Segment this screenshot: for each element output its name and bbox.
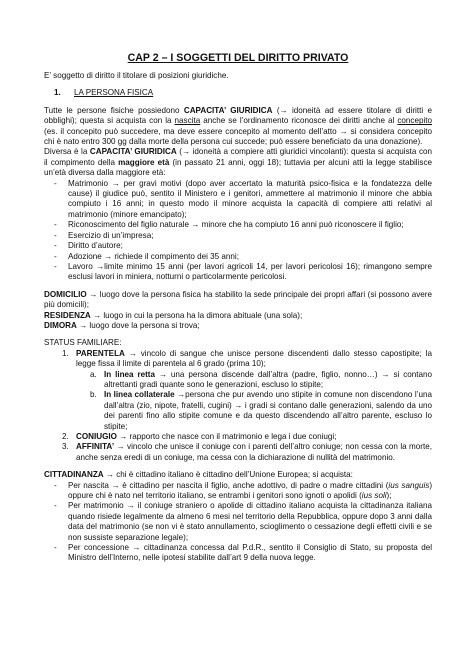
text-span: → rapporto che nasce con il matrimonio e lega i due coniugi; (116, 432, 337, 441)
list-item: - Lavoro →limite minimo 15 anni (per lavori agricoli 14, per lavori pericolosi 16); rimangono sempre esclusi lavori in miniera, notturni o particolarmente pericolosi. (54, 262, 432, 283)
text-span: (es. il concepito può succedere, ma deve essere concepito al momento dell’atto → si considera concepito chi è nato entro 300 gg dalla morte della persona cui succede; può essere beneficiato da una donazione). (44, 126, 432, 147)
text-span: ) oppure chi è nato nel territorio italiano, se entrambi i genitori sono ignoti o apolidi ( (68, 480, 433, 501)
text-span: → chi è cittadino italiano è cittadino dell’Unione Europea; si acquista: (103, 470, 353, 480)
intro-paragraph: E’ soggetto di diritto il titolare di posizioni giuridiche. (44, 71, 229, 80)
capacita-agire-paragraph (44, 147, 432, 178)
item-number: 3. (62, 442, 69, 452)
latin-term: ius sanguis (388, 480, 430, 490)
text-span: Tutte le persone fisiche possiedono (44, 105, 184, 115)
text-span: anche se l’ordinamento riconosce dei diritti anche al (200, 116, 398, 126)
list-item: - Per concessione → cittadinanza concessa dal P.d.R., sentito il Consiglio di Stato, su proposta del Ministro dell’Interno, nelle ipotesi stabilite dall’art 9 della nuova legge. (54, 543, 432, 564)
section-title: LA PERSONA FISICA (74, 88, 154, 98)
section-heading-persona-fisica (44, 88, 432, 98)
status-item-affinita (62, 442, 432, 463)
term-domicilio: DOMICILIO (44, 289, 87, 299)
domicilio-paragraph (44, 290, 432, 311)
text-span: Per nascita → è cittadino per nascita il figlio, anche adottivo, di padre o madre cittadini ( (68, 480, 389, 490)
list-item (54, 481, 432, 502)
eta-list (44, 179, 432, 283)
text-span: → luogo in cui la persona ha la dimora abituale (una sola); (90, 310, 303, 320)
capacita-giuridica-paragraph (44, 106, 432, 148)
sub-item (90, 370, 432, 391)
underlined-term: nascita (174, 116, 201, 126)
term-cittadinanza: CITTADINANZA (44, 470, 104, 480)
dimora-paragraph (44, 321, 432, 331)
text-span: (→ idoneità a compiere atti giuridici vincolanti): questa si acquista con il compimento della (44, 147, 432, 167)
item-letter: a. (90, 369, 97, 379)
page-title: CAP 2 – I SOGGETTI DEL DIRITTO PRIVATO (127, 52, 349, 64)
text-span: → vincolo che unisce il coniuge con i parenti dell’altro coniuge; non cessa con la morte, anche senza eredi di un coniuge, ma cessa con la dichiarazione di nullità del matrimonio. (76, 442, 432, 462)
list-item: - Diritto d’autore; (54, 241, 432, 251)
term-residenza: RESIDENZA (44, 310, 91, 320)
term-linea-retta: In linea retta (104, 369, 156, 379)
text-span: → una persona discende dall’altra (padre, figlio, nonno…) → si contano altrettanti gradi quante sono le generazioni, escluso lo stipite; (104, 369, 433, 389)
term-dimora: DIMORA (44, 320, 77, 330)
text-span: → luogo dove la persona fisica ha stabilito la sede principale dei propri affari (si possono avere più domicili); (44, 289, 432, 310)
item-number: 2. (62, 432, 69, 441)
text-span: Diversa è la (44, 147, 90, 157)
cittadinanza-list (44, 481, 432, 564)
text-span: (→ idoneità ad essere titolare di diritti e obblighi); questa si acquista con la (44, 105, 432, 126)
term-parentela: PARENTELA (76, 348, 125, 358)
list-item: - Matrimonio → per gravi motivi (dopo aver accertato la maturità psico-fisica e la fondatezza delle cause) il giudice può, sentito il Ministero e i genitori, ammettere al matrimonio il minore che abbia compiuto i 16 anni; in questo modo il minore acquista la capacità di compiere atti relativi al matrimonio (minore emancipato); (54, 179, 432, 221)
text-span: (in passato 21 anni, oggi 18); tuttavia per alcuni atti la legge stabilisce un’età diversa dalla maggiore età: (44, 157, 432, 178)
term-maggiore-eta: maggiore età (118, 157, 170, 167)
term-affinita: AFFINITA’ (76, 442, 115, 452)
status-heading: STATUS FAMILIARE: (44, 338, 122, 348)
status-item-parentela (62, 349, 432, 432)
text-span: → vincolo di sangue che unisce persone discendenti dallo stesso capostipite; la legge fissa il limite di parentela al 6 grado (prima 10); (76, 348, 432, 369)
item-number: 1. (62, 348, 69, 358)
underlined-term: concepito (397, 116, 433, 126)
text-span: → luogo dove la persona si trova; (76, 320, 200, 330)
latin-term: ius soli (361, 491, 387, 501)
term-coniugio: CONIUGIO (76, 432, 117, 441)
sub-item (90, 390, 432, 432)
term-linea-collaterale: In linea collaterale (104, 390, 175, 400)
status-list (44, 349, 432, 463)
status-item-coniugio (62, 432, 432, 442)
parentela-sublist (76, 370, 432, 432)
list-item: - Adozione → richiede il compimento dei 35 anni; (54, 252, 432, 262)
list-item: - Esercizio di un’impresa; (54, 231, 432, 241)
text-span: →persona che pur avendo uno stipite in comune non discendono l’una dall’altra (zio, nipote, fratelli, cugini) → i gradi si contano dalle generazioni, salendo da uno dei parenti fino allo stipite comune e da questo discendendo all’altro parente, escluso lo stipite; (104, 390, 432, 431)
item-letter: b. (90, 390, 97, 400)
cittadinanza-paragraph (44, 470, 432, 480)
text-span: ); (386, 491, 392, 501)
term-capacita-giuridica: CAPACITA’ GIURIDICA (183, 105, 273, 115)
list-item: - Riconoscimento del figlio naturale → minore che ha compiuto 16 anni può riconoscere il figlio; (54, 220, 432, 230)
residenza-paragraph (44, 311, 432, 321)
list-item: - Per matrimonio → il coniuge straniero o apolide di cittadino italiano acquista la cittadinanza italiana quando risiede legalmente da almeno 6 mesi nel territorio della Repubblica, oppure dopo 3 anni dalla data del matrimonio (se non vi è stato annullamento, scioglimento o cessazione degli effetti civili e se non sussiste separazione legale); (54, 501, 432, 543)
section-number: 1. (54, 88, 61, 98)
term-capacita: CAPACITA’ GIURIDICA (89, 147, 177, 157)
